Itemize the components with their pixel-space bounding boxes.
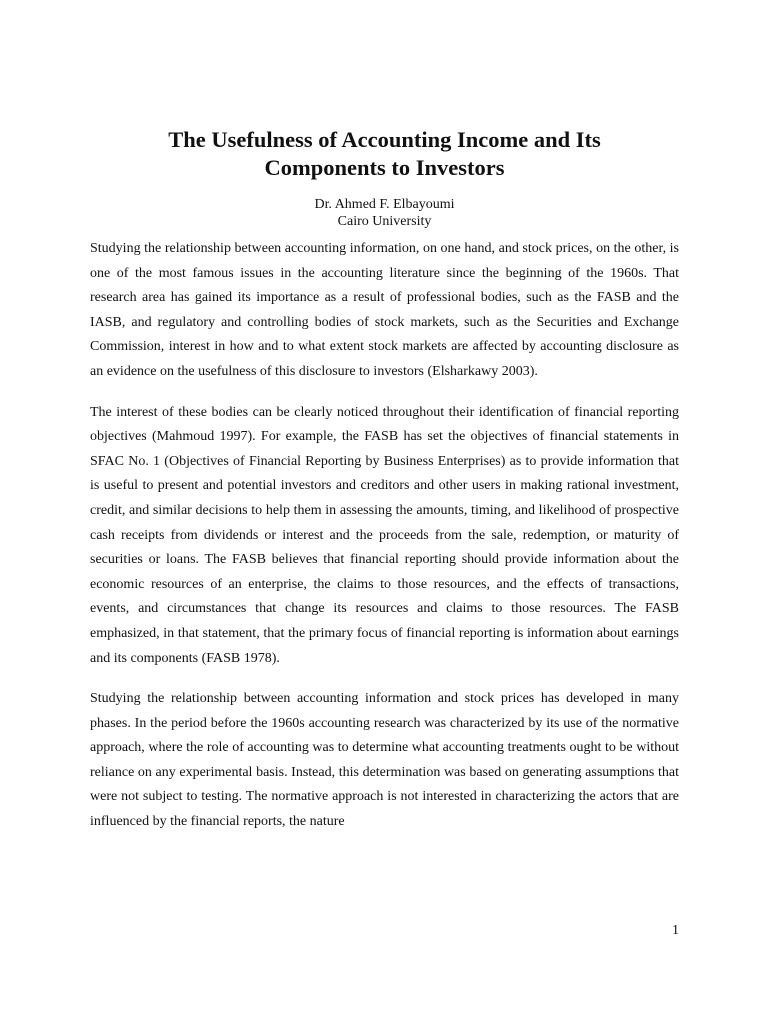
author-affiliation: Cairo University <box>337 214 432 229</box>
paper-title <box>90 126 679 182</box>
author-block <box>90 196 679 230</box>
page-number: 1 <box>672 923 679 938</box>
title-line-2: Components to Investors <box>264 155 505 180</box>
paper-body <box>90 237 679 851</box>
title-line-1: The Usefulness of Accounting Income and Its <box>168 127 601 152</box>
paragraph-1: Studying the relationship between accounting information, on one hand, and stock prices, on the other, is one of the most famous issues in the accounting literature since the beginning of the 1960s. That research area has gained its importance as a result of professional bodies, such as the FASB and the IASB, and regulatory and controlling bodies of stock markets, such as the Securities and Exchange Commission, interest in how and to what extent stock markets are affected by accounting disclosure as an evidence on the usefulness of this disclosure to investors (Elsharkawy 2003). <box>90 241 679 379</box>
author-name: Dr. Ahmed F. Elbayoumi <box>314 197 455 212</box>
paragraph-3: Studying the relationship between accounting information and stock prices has developed in many phases. In the period before the 1960s accounting research was characterized by its use of the normative approach, where the role of accounting was to determine what accounting treatments ought to be without reliance on any experimental basis. Instead, this determination was based on generating assumptions that were not subject to testing. The normative approach is not interested in characterizing the actors that are influenced by the financial reports, the nature <box>90 691 679 830</box>
paragraph-2: The interest of these bodies can be clearly noticed throughout their identification of financial reporting objectives (Mahmoud 1997). For example, the FASB has set the objectives of financial statements in SFAC No. 1 (Objectives of Financial Reporting by Business Enterprises) as to provide information that is useful to present and potential investors and creditors and other users in making rational investment, credit, and similar decisions to help them in assessing the amounts, timing, and likelihood of prospective cash receipts from dividends or interest and the proceeds from the sale, redemption, or maturity of securities or loans. The FASB believes that financial reporting should provide information about the economic resources of an enterprise, the claims to those resources, and the effects of transactions, events, and circumstances that change its resources and claims to those resources. The FASB emphasized, in that statement, that the primary focus of financial reporting is information about earnings and its components (FASB 1978). <box>90 404 679 666</box>
